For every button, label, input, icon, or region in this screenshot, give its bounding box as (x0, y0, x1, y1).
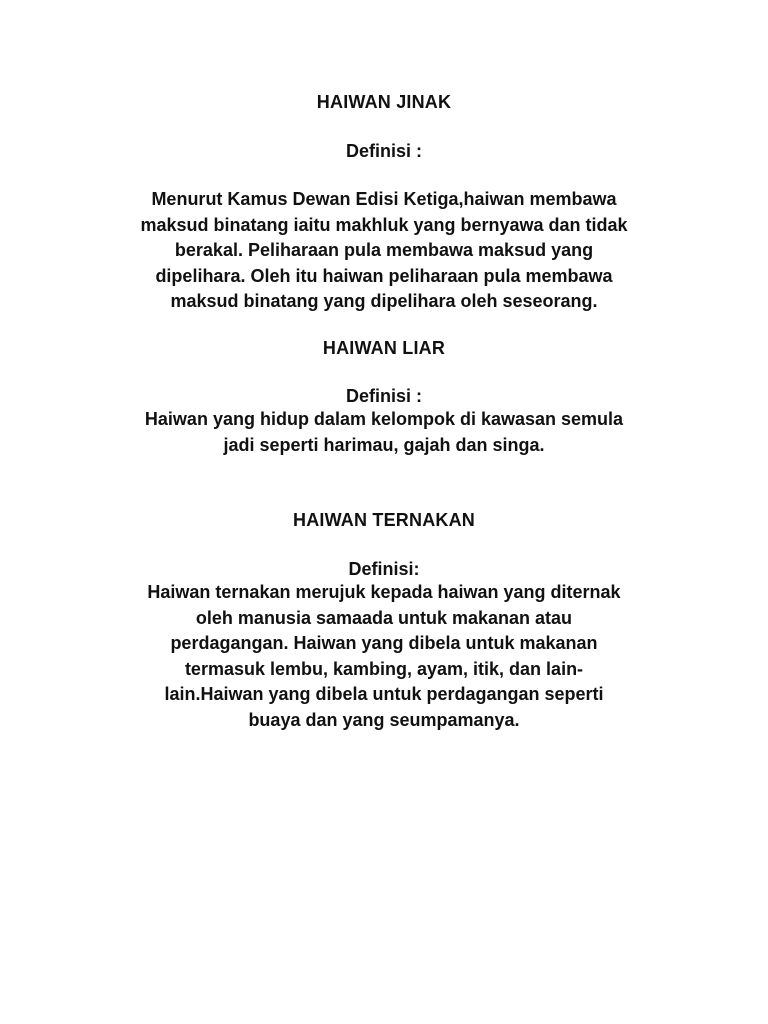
definition-label-text: Definisi: (348, 559, 420, 579)
heading-text: HAIWAN JINAK (316, 92, 452, 112)
definition-label-text: Definisi : (345, 141, 422, 161)
section-heading-haiwan-jinak (84, 90, 684, 114)
definition-label (84, 557, 684, 581)
section-heading-haiwan-ternakan (84, 508, 684, 532)
paragraph-line: dipelihara. Oleh itu haiwan peliharaan pula membawa (155, 265, 613, 286)
definition-paragraph (84, 580, 684, 733)
paragraph-line: perdagangan. Haiwan yang dibela untuk makanan (170, 633, 598, 653)
paragraph-line: lain.Haiwan yang dibela untuk perdagangan seperti (164, 684, 604, 704)
paragraph-line: berakal. Peliharaan pula membawa maksud yang (174, 240, 594, 260)
paragraph-line: termasuk lembu, kambing, ayam, itik, dan lain- (184, 658, 584, 679)
definition-paragraph (84, 407, 684, 458)
definition-label (84, 384, 684, 408)
paragraph-line: maksud binatang iaitu makhluk yang bernyawa dan tidak (140, 214, 628, 235)
paragraph-line: Menurut Kamus Dewan Edisi Ketiga,haiwan membawa (151, 189, 617, 209)
paragraph-line: jadi seperti harimau, gajah dan singa. (223, 434, 545, 455)
heading-text: HAIWAN LIAR (322, 338, 446, 358)
definition-paragraph (84, 187, 684, 315)
section-heading-haiwan-liar (84, 336, 684, 360)
definition-label-text: Definisi : (345, 386, 422, 406)
heading-text: HAIWAN TERNAKAN (293, 510, 475, 530)
paragraph-line: buaya dan yang seumpamanya. (248, 709, 520, 730)
paragraph-line: maksud binatang yang dipelihara oleh seseorang. (170, 291, 598, 311)
paragraph-line: Haiwan ternakan merujuk kepada haiwan yang diternak (147, 582, 621, 602)
definition-label (84, 139, 684, 163)
paragraph-line: Haiwan yang hidup dalam kelompok di kawasan semula (144, 409, 624, 429)
paragraph-line: oleh manusia samaada untuk makanan atau (195, 607, 573, 628)
